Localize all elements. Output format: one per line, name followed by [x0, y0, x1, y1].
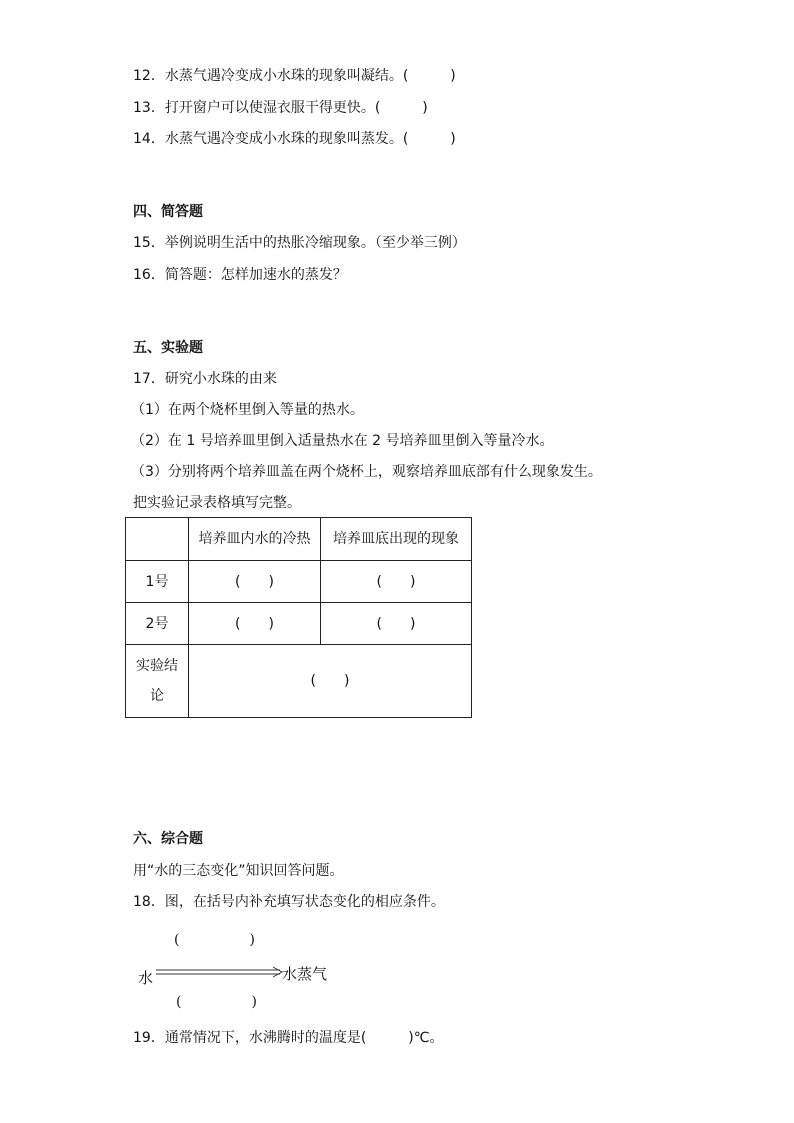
section-heading-experiment: 五、实验题 [133, 340, 203, 356]
experiment-step-1: （1）在两个烧杯里倒入等量的热水。 [131, 402, 364, 418]
judge-item-14: 14．水蒸气遇冷变成小水珠的现象叫蒸发。( ) [133, 131, 456, 147]
conclusion-label [126, 645, 189, 718]
table-row [126, 561, 472, 603]
table-row [126, 603, 472, 645]
question-19: 19．通常情况下，水沸腾时的温度是( )℃。 [133, 1030, 444, 1046]
conclusion-blank: ( ) [189, 645, 472, 718]
state-change-diagram [130, 925, 370, 1015]
experiment-step-2: （2）在 1 号培养皿里倒入适量热水在 2 号培养皿里倒入等量冷水。 [131, 433, 554, 449]
question-15: 15．举例说明生活中的热胀冷缩现象。（至少举三例） [133, 235, 466, 251]
table-header-cell: 培养皿内水的冷热 [189, 518, 321, 561]
table-header-cell [126, 518, 189, 561]
answer-blank: ( ) [189, 603, 321, 645]
conclusion-label-line-1: 实验结 [136, 658, 178, 674]
experiment-record-table [125, 517, 472, 718]
diagram-bottom-blank: ( ) [176, 994, 257, 1010]
table-header-row [126, 518, 472, 561]
question-18: 18．图，在括号内补充填写状态变化的相应条件。 [133, 894, 445, 910]
judge-item-13: 13．打开窗户可以使湿衣服干得更快。( ) [133, 100, 428, 116]
diagram-steam-label: 水蒸气 [282, 965, 328, 983]
diagram-top-blank: ( ) [174, 932, 255, 948]
answer-blank: ( ) [321, 603, 472, 645]
conclusion-label-line-2: 论 [150, 688, 164, 704]
table-conclusion-row [126, 645, 472, 718]
row-label: 2号 [126, 603, 189, 645]
table-instruction: 把实验记录表格填写完整。 [133, 495, 301, 511]
experiment-step-3: （3）分别将两个培养皿盖在两个烧杯上，观察培养皿底部有什么现象发生。 [131, 464, 602, 480]
section-heading-comprehensive: 六、综合题 [133, 831, 203, 847]
double-arrow-icon [154, 965, 286, 979]
judge-item-12: 12．水蒸气遇冷变成小水珠的现象叫凝结。( ) [133, 68, 456, 84]
comprehensive-intro: 用“水的三态变化”知识回答问题。 [133, 863, 344, 879]
question-16: 16．简答题：怎样加速水的蒸发？ [133, 267, 347, 283]
question-17: 17．研究小水珠的由来 [133, 371, 277, 387]
answer-blank: ( ) [321, 561, 472, 603]
row-label: 1号 [126, 561, 189, 603]
section-heading-short-answer: 四、简答题 [133, 204, 203, 220]
answer-blank: ( ) [189, 561, 321, 603]
diagram-water-label: 水 [138, 969, 154, 987]
table-header-cell: 培养皿底出现的现象 [321, 518, 472, 561]
